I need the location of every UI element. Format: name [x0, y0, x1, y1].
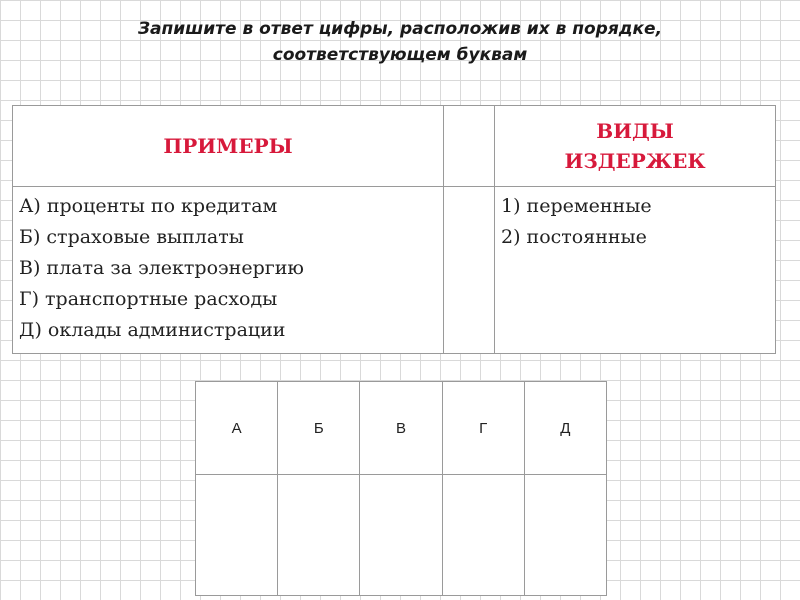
- header-types: [495, 106, 776, 187]
- answer-cell-d[interactable]: [524, 475, 606, 596]
- answer-letter-v: В: [360, 382, 442, 475]
- matching-table-header-row: [13, 106, 776, 187]
- answer-letters-row: [196, 382, 607, 475]
- example-item-b: Б) страховые выплаты: [19, 226, 244, 248]
- answer-cell-g[interactable]: [442, 475, 524, 596]
- answer-table: [195, 381, 607, 596]
- examples-list: [13, 187, 444, 354]
- header-types-line-2: ИЗДЕРЖЕК: [564, 149, 706, 173]
- task-title: [40, 16, 760, 68]
- task-title-line-2: соответствующем буквам: [272, 45, 528, 65]
- matching-table-body-row: [13, 187, 776, 354]
- example-item-a: А) проценты по кредитам: [19, 195, 278, 217]
- type-item-1: 1) переменные: [501, 195, 652, 217]
- types-list: [495, 187, 776, 354]
- task-title-line-1: Запишите в ответ цифры, расположив их в порядке,: [137, 19, 663, 39]
- header-examples-label: ПРИМЕРЫ: [163, 134, 293, 158]
- answer-cell-a[interactable]: [196, 475, 278, 596]
- type-item-2: 2) постоянные: [501, 226, 647, 248]
- answer-letter-b: Б: [278, 382, 360, 475]
- example-item-v: В) плата за электроэнергию: [19, 257, 304, 279]
- example-item-g: Г) транспортные расходы: [19, 288, 278, 310]
- matching-table: [12, 105, 776, 354]
- answer-cell-v[interactable]: [360, 475, 442, 596]
- header-types-line-1: ВИДЫ: [596, 119, 674, 143]
- header-examples: [13, 106, 444, 187]
- body-spacer: [444, 187, 495, 354]
- answer-letter-a: А: [196, 382, 278, 475]
- example-item-d: Д) оклады администрации: [19, 319, 286, 341]
- answer-letter-g: Г: [442, 382, 524, 475]
- answer-values-row: [196, 475, 607, 596]
- answer-letter-d: Д: [524, 382, 606, 475]
- answer-cell-b[interactable]: [278, 475, 360, 596]
- header-spacer: [444, 106, 495, 187]
